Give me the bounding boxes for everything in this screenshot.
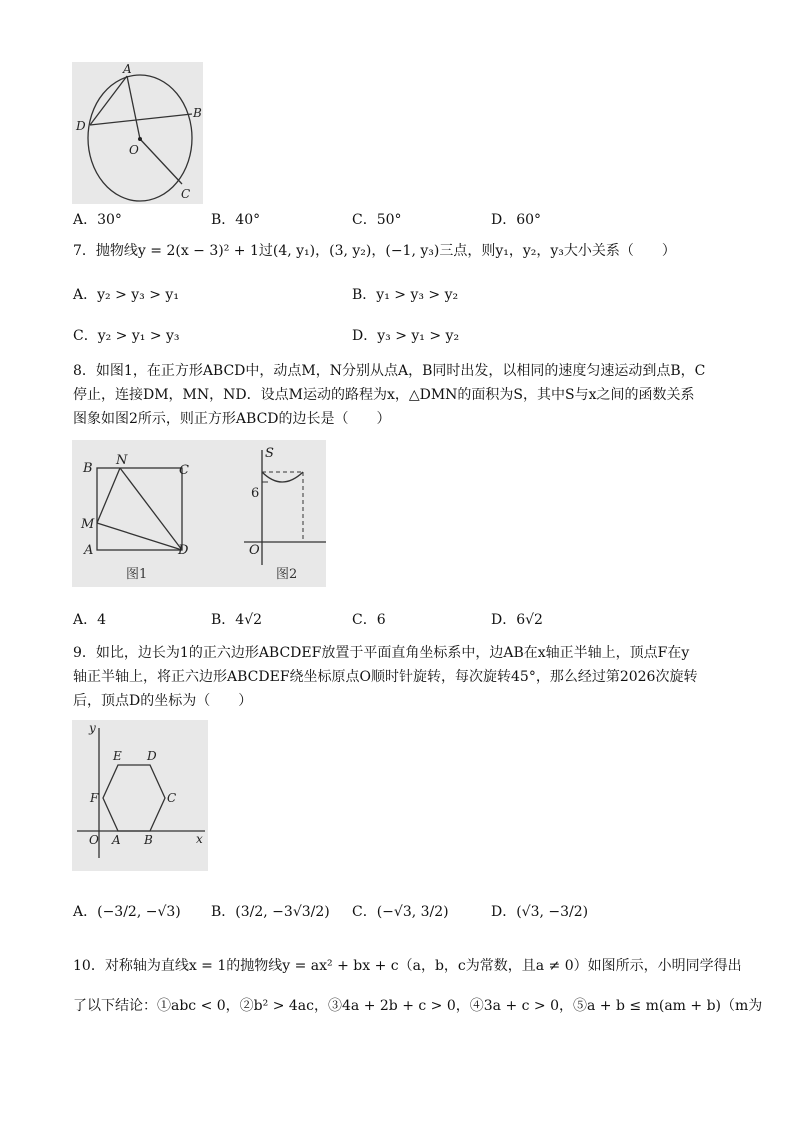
q9-option-d: D．(√3, −3/2)	[491, 904, 589, 920]
q8-option-c: C．6	[352, 612, 386, 628]
q8-stem-line-3: 图象如图2所示，则正方形ABCD的边长是（ ）	[73, 411, 391, 427]
q10-stem-line-1: 10．对称轴为直线x = 1的抛物线y = ax² + bx + c（a，b，c为常数，且a ≠ 0）如图所示，小明同学得出	[73, 958, 742, 974]
fig1-label-d: D	[178, 543, 189, 558]
q9-stem-line-3: 后，顶点D的坐标为（ ）	[73, 693, 253, 709]
q9-option-b: B．(3/2, −3√3/2)	[211, 904, 330, 920]
hex-label-e: E	[113, 749, 122, 763]
q8-option-d: D．6√2	[491, 612, 543, 628]
label-c: C	[181, 187, 191, 201]
hex-label-d: D	[147, 749, 157, 763]
q8-option-b: B．4√2	[211, 612, 263, 628]
hex-label-o: O	[89, 833, 99, 847]
q8-stem-line-1: 8．如图1，在正方形ABCD中，动点M，N分别从点A，B同时出发，以相同的速度匀速运动到点B，C	[73, 363, 706, 379]
fig2-label-o: O	[249, 543, 260, 558]
q7-stem: 7．抛物线y = 2(x − 3)² + 1过(4, y₁)，(3, y₂)，(−1, y₃)三点，则y₁，y₂，y₃大小关系（ ）	[73, 243, 676, 259]
fig1-label-a: A	[84, 543, 94, 558]
q6-option-d: D．60°	[491, 212, 542, 228]
label-a: A	[123, 62, 132, 76]
fig1-caption: 图1	[126, 567, 148, 582]
hex-label-f: F	[90, 791, 99, 805]
hex-label-x: x	[196, 832, 203, 846]
circle-figure	[72, 62, 203, 204]
hexagon-figure	[72, 720, 208, 871]
hex-label-c: C	[167, 791, 177, 805]
fig2-label-s: S	[265, 446, 274, 461]
q9-stem-line-2: 轴正半轴上，将正六边形ABCDEF绕坐标原点O顺时针旋转，每次旋转45°，那么经过第2026次旋转	[73, 669, 698, 685]
q9-option-a: A．(−3/2, −√3)	[73, 904, 181, 920]
q7-option-a: A．y₂ > y₃ > y₁	[73, 287, 179, 303]
q6-option-b: B．40°	[211, 212, 261, 228]
hex-label-b: B	[144, 833, 153, 847]
q6-option-a: A．30°	[73, 212, 122, 228]
q7-option-d: D．y₃ > y₁ > y₂	[352, 328, 460, 344]
q7-option-b: B．y₁ > y₃ > y₂	[352, 287, 459, 303]
q7-option-c: C．y₂ > y₁ > y₃	[73, 328, 180, 344]
fig1-label-b: B	[83, 461, 93, 476]
fig1-label-m: M	[81, 517, 95, 532]
label-o: O	[129, 143, 139, 157]
fig2-label-6: 6	[251, 486, 260, 501]
q8-stem-line-2: 停止，连接DM，MN，ND．设点M运动的路程为x，△DMN的面积为S，其中S与x之间的函数关系	[73, 387, 695, 403]
hex-label-a: A	[112, 833, 121, 847]
q6-option-c: C．50°	[352, 212, 402, 228]
label-d: D	[76, 119, 86, 133]
q8-option-a: A．4	[73, 612, 107, 628]
q10-stem-line-2: 了以下结论：①abc < 0，②b² > 4ac，③4a + 2b + c > 0，④3a + c > 0，⑤a + b ≤ m(am + b)（m为	[73, 998, 763, 1014]
q9-stem-line-1: 9．如比，边长为1的正六边形ABCDEF放置于平面直角坐标系中，边AB在x轴正半轴上，顶点F在y	[73, 645, 690, 661]
square-figure	[72, 440, 326, 587]
hex-label-y: y	[89, 721, 96, 735]
q9-option-c: C．(−√3, 3/2)	[352, 904, 449, 920]
fig1-label-c: C	[179, 463, 189, 478]
fig2-caption: 图2	[276, 567, 298, 582]
fig1-label-n: N	[116, 453, 128, 468]
label-b: B	[193, 106, 202, 120]
